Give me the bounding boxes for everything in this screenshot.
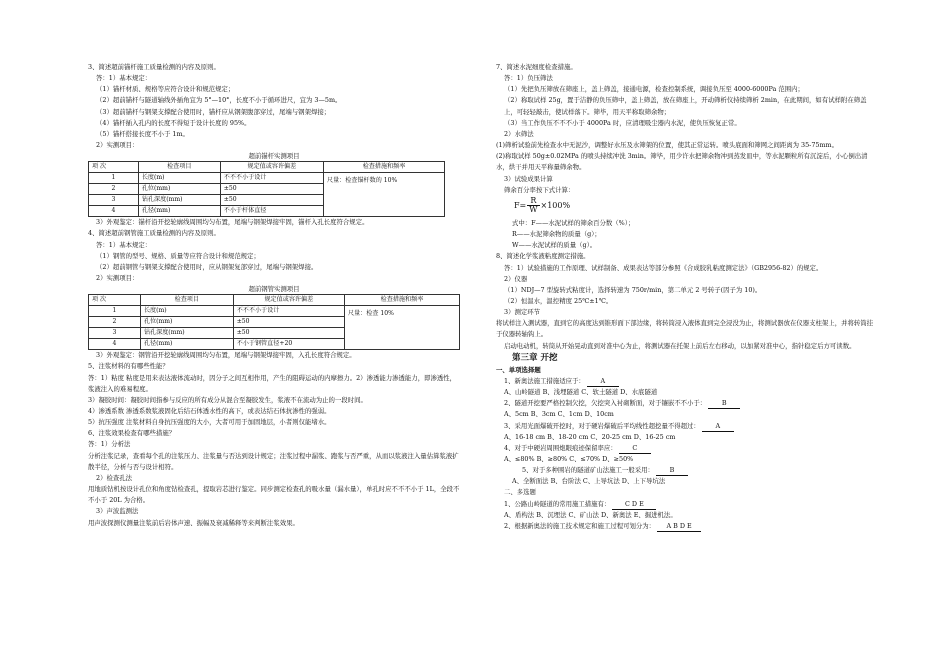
question-item	[496, 521, 878, 532]
options-line: A、山岭隧道 B、浅埋隧道 C、软土隧道 D、水底隧道	[504, 388, 658, 397]
formula-legend: R——水泥筛余物的质量（g）；	[512, 230, 601, 239]
table-cell: 3	[89, 195, 139, 206]
answer-blank: B	[708, 399, 740, 409]
table-cell: ±50	[220, 184, 323, 195]
paragraph: 分析注浆记录，查看每个孔的注浆压力、注浆量与否达到设计规定；注浆过程中漏浆、跑浆与否严重，从而以浆液注入量估算浆液扩散半径，分析与否与设计相符。	[88, 451, 459, 471]
section-heading: 一、单项选择题	[496, 365, 541, 374]
table-cell: 1	[89, 306, 141, 317]
list-item: （4）锚杆插入孔内的长度不得短于设计长度的 95%。	[96, 118, 251, 127]
left-column	[88, 62, 460, 529]
answer-blank: A	[587, 377, 619, 387]
table-cell: 长度(m)	[140, 306, 233, 317]
question-text: 2、隧道开挖要严格控制欠挖，欠挖突入衬砌断面，对于镶嵌不不小于：	[504, 399, 707, 408]
paragraph: 启动电动机，转筒从开始晃动直到对准中心为止，将测试器在托架上前后左右移动，以加紧对准中心，指针稳定后方可读数。	[504, 341, 856, 350]
items-label: 2）实测项目：	[96, 274, 139, 283]
options-line: A、16-18 cm B、18-20 cm C、20-25 cm D、16-25 cm	[504, 432, 676, 441]
subheading: 2）水筛法	[504, 129, 534, 138]
anchor-inspection-table	[88, 161, 445, 217]
table-cell: 不不不小于设计	[220, 173, 323, 184]
table-header: 规定值或容许偏差	[233, 295, 344, 306]
subheading: 2）检查孔法	[96, 473, 133, 482]
table-cell: 钻孔深度(mm)	[140, 328, 233, 339]
table-title: 超前钢管实测项目	[248, 285, 300, 294]
table-cell: 尺量：检查锚杆数的 10%	[324, 173, 445, 217]
formula-rhs: ×100%	[540, 200, 571, 210]
paragraph: （1）NDJ—7 型旋转式粘度计，选择转速为 750r/min，第二单元 2 号转子(因子为 10)。	[504, 285, 762, 294]
formula-legend: W——水泥试样的质量（g）。	[512, 241, 597, 250]
table-header-row	[89, 295, 460, 306]
table-cell: 不不不小于设计	[233, 306, 344, 317]
question-text: 3、采用光面爆破开挖时，对于硬岩爆破后平均线性超挖量不得超过：	[504, 421, 700, 430]
table-header: 检查措施和频率	[344, 295, 459, 306]
list-item: （1）锚杆材质、规格等应符合设计和规范规定；	[96, 85, 235, 94]
answer-label: 答：1）分析法	[88, 440, 131, 449]
table-cell: 钻孔深度(mm)	[138, 195, 220, 206]
table-cell: 孔位(mm)	[138, 184, 220, 195]
right-column	[496, 62, 878, 532]
sieve-formula	[496, 196, 878, 218]
table-cell: 4	[89, 206, 139, 217]
table-row	[89, 173, 445, 184]
table-cell: 4	[89, 339, 141, 350]
paragraph: (1)筛析试验前先检查水中无泥沙，调整好水压及水筛架的位置，使其正常运转。喷头底面和筛网之间距离为 35-75mm。	[496, 141, 838, 150]
single-choice-list	[496, 376, 878, 488]
question-text: 5、对于多种围岩的隧道矿山法施工一般采用：	[522, 466, 654, 475]
formula-fraction	[527, 197, 539, 214]
table-header: 检查项目	[140, 295, 233, 306]
paragraph: 答：1）粘度 粘度是用来表达液体流动时，因分子之间互相作用，产生的阻碍运动的内摩擦力。2）渗透能力渗透能力，即渗透性，浆液注入的难易程度。	[88, 373, 457, 393]
paragraph: （1）先把负压筛放在筛座上，盖上筛盖，接通电源，检查控制系统，调接负压至 4000-6000Pa 范围内；	[504, 85, 804, 94]
list-item: （5）锚杆搭接长度不小于 1m。	[96, 129, 189, 138]
table-cell: 长度(m)	[138, 173, 220, 184]
subheading: 3）试验成果计算	[504, 174, 553, 183]
table-header: 检查措施和频率	[324, 162, 445, 173]
table-cell: 不小于钢管直径+20	[233, 339, 344, 350]
items-label: 2）实测项目：	[96, 141, 139, 150]
answer-blank: A	[702, 422, 734, 432]
table-cell: 2	[89, 317, 141, 328]
list-item: （1）钢管的型号、规格、质量等应符合设计和规范规定；	[96, 251, 260, 260]
chapter-title: 第三章 开挖	[512, 352, 558, 363]
paragraph: 筛余百分率按下式计算：	[504, 185, 575, 194]
options-line: A、5cm B、3cm C、1cm D、10cm	[504, 410, 614, 419]
formula-legend: 式中：F——水泥试样的筛余百分数（%）；	[512, 218, 635, 227]
question-8-title: 8、简述化学浆液粘度测定措施。	[496, 252, 590, 261]
table-cell: 尺量：检查 10%	[344, 306, 459, 350]
subheading: 3）声波监测法	[96, 507, 139, 516]
table-cell: 孔径(mm)	[138, 206, 220, 217]
paragraph: （2）恒温水，温控精度 25℃±1℃。	[504, 296, 613, 305]
paragraph: (2)称取试样 50g±0.02MPa 的喷头持续冲洗 3min。筛毕，用少许水把筛余物冲到蒸发皿中，等水泥颗粒所有沉淀后，小心倒出清水，烘干并用天平称量筛余物。	[496, 152, 868, 172]
table-header-row	[89, 162, 445, 173]
paragraph: 3）凝胶时间：凝胶时间指参与反应的所有成分从混合至凝胶发生，浆液不在流动为止的一段时间。	[88, 395, 367, 404]
answer-label: 答：1）负压筛法	[504, 74, 553, 83]
question-text: 1、新奥法施工措施适应于：	[504, 376, 585, 385]
question-4-title: 4、简述超前钢管施工质量检测的内容及原则。	[88, 229, 220, 238]
table-cell: 2	[89, 184, 139, 195]
question-3-title: 3、简述超前锚杆施工质量检测的内容及原则。	[88, 63, 220, 71]
paragraph: 将试样注入测试器，直到它的高度达到锥形面下部边缘，将转筒浸入液体直到完全浸没为止，将测试器放在仪器支柱架上，并将转筒挂于仪器转轴钩上。	[496, 319, 874, 339]
table-cell: 不小于杆体直径	[220, 206, 323, 217]
table-header: 项 次	[89, 162, 139, 173]
table-header: 项 次	[89, 295, 141, 306]
question-item	[496, 421, 878, 432]
paragraph: （2）称取试样 25g，置于洁静的负压筛中，盖上筛盖，放在筛座上，开动筛析仪持续筛析 2min，在此期间，如有试样附在筛盖上，可轻轻敲击，使试样落下。筛毕，用天平称取筛余物；	[504, 96, 867, 116]
answer-label: 答：1）基本规定：	[96, 74, 152, 83]
answer-blank: A B D E	[657, 522, 701, 532]
table-cell: 孔位(mm)	[140, 317, 233, 328]
multi-choice-list	[496, 499, 878, 532]
table-cell: 孔径(mm)	[140, 339, 233, 350]
answer-label: 答：1）基本规定：	[96, 240, 152, 249]
list-item: （2）超前钢管与钢架支撑配合使用时，应从钢架复部穿过，尾端与钢架焊接。	[96, 262, 318, 271]
paragraph: 用地质钻机按设计孔位和角度钻检查孔，提取岩芯进行鉴定。同步测定检查孔的吸水量（漏水量），单孔时应不不不小于 1L，全段不不小于 20L 为合格。	[88, 485, 460, 505]
options-line: A、全断面法 B、台阶法 C、上导坑法 D、上下导坑法	[512, 477, 666, 486]
question-7-title: 7、简述水泥细度检查措施。	[496, 63, 577, 71]
question-6-title: 6、注浆效果检查有哪些措施？	[88, 429, 176, 438]
table-title: 超前锚杆实测项目	[248, 152, 300, 161]
pipe-inspection-table	[88, 294, 460, 350]
subheading: 2）仪器	[504, 274, 528, 283]
table-header: 规定值或容许偏差	[220, 162, 323, 173]
question-text: 1、公路山岭隧道的常用施工措施有：	[504, 499, 611, 508]
table-cell: ±50	[233, 328, 344, 339]
paragraph: （3）当工作负压不不不小于 4000Pa 时，应清理吸尘器内水泥，使负压恢复正常。	[504, 118, 741, 127]
answer-blank: C D E	[612, 500, 656, 510]
question-item	[496, 465, 878, 476]
table-row	[89, 306, 460, 317]
list-item: （2）超前锚杆与隧道轴线外插角宜为 5°—10°，长度不小于循环进尺，宜为 3—5m。	[96, 96, 342, 105]
table-cell: 3	[89, 328, 141, 339]
q3-rules-list	[88, 84, 460, 140]
appearance-note: 3）外观鉴定：钢管沿开挖轮廓线周围均匀布置，尾端与钢架焊接牢固，入孔长度符合规定。	[96, 351, 356, 360]
formula-lhs: F=	[514, 200, 527, 210]
table-cell: ±50	[220, 195, 323, 206]
paragraph: 4）渗透系数 渗透系数浆液固化后结石体透水性的高下，或表达结石体抗渗性的强弱。	[88, 406, 331, 415]
formula-numerator: R	[527, 197, 539, 206]
question-5-title: 5、注浆材料的有哪些性能？	[88, 362, 169, 371]
question-text: 2、根据新奥法的施工技术规定和施工过程可划分为：	[504, 521, 656, 530]
answer-blank: B	[656, 466, 688, 476]
answer-blank: C	[619, 444, 651, 454]
section-heading: 二、多选题	[504, 488, 536, 497]
paragraph: 答：1）试验措施的工作原理、试样制备、成果表达等部分参照《合成胶乳粘度测定法》（GB2956-82）的规定。	[504, 263, 823, 272]
paragraph: 用声波探测仪测量注浆前后岩体声速、振幅及衰减稀释等来判断注浆效果。	[88, 518, 299, 527]
options-line: A、≤80% B、≥80% C、≤70% D、≥50%	[504, 455, 634, 463]
question-item	[496, 499, 878, 510]
list-item: （3）超前锚杆与钢架支撑配合使用时，锚杆应从钢架腹部穿过，尾端与钢架焊接；	[96, 107, 331, 116]
table-header: 检查项目	[138, 162, 220, 173]
paragraph: 5）抗压强度 注浆材料自身抗压强度的大小，大者可用于加固地层，小者则仅能堵水。	[88, 418, 331, 427]
appearance-note: 3）外观鉴定：锚杆沿开挖轮廓线周围均匀布置，尾端与钢架焊接牢固，锚杆入孔长度符合规定。	[96, 218, 369, 227]
subheading: 3）测定环节	[504, 308, 541, 317]
options-line: A、盾构法 B、沉埋法 C、矿山法 D、新奥法 E、掘进机法。	[504, 510, 677, 519]
question-item	[496, 376, 878, 387]
formula-denominator: W	[529, 205, 538, 215]
table-cell: 1	[89, 173, 139, 184]
question-text: 4、对于中硬岩周围炮眼痕迹保留率应：	[504, 443, 617, 452]
question-item	[496, 443, 878, 454]
table-cell: ±50	[233, 317, 344, 328]
question-item	[496, 398, 878, 409]
